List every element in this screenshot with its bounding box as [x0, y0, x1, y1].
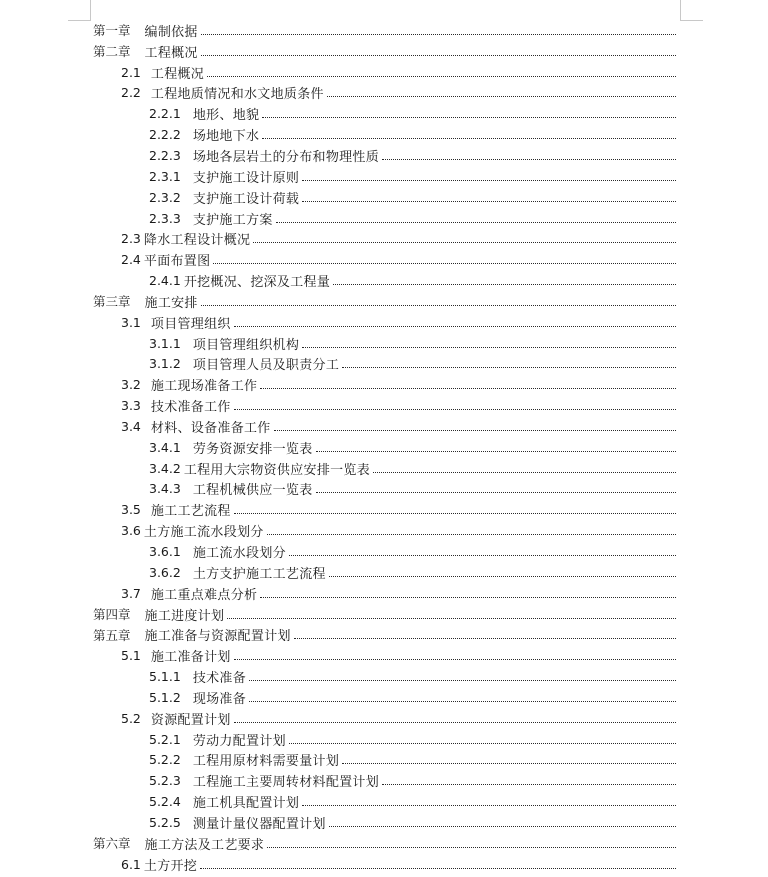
toc-entry-title: 支护施工方案	[192, 212, 273, 228]
toc-entry-number: 6.1	[121, 856, 141, 872]
toc-dot-leader	[373, 471, 676, 473]
toc-entry-title: 施工现场准备工作	[150, 379, 258, 395]
toc-entry-number: 3.4.2	[149, 460, 181, 476]
toc-entry[interactable]	[0, 103, 768, 124]
toc-dot-leader	[333, 283, 676, 285]
toc-dot-leader	[234, 325, 676, 327]
toc-entry[interactable]	[0, 312, 768, 333]
toc-entry[interactable]	[0, 458, 768, 479]
toc-entry-number: 2.2	[121, 85, 141, 101]
toc-entry-title: 施工流水段划分	[192, 546, 286, 562]
toc-entry[interactable]	[0, 354, 768, 375]
toc-dot-leader	[382, 158, 676, 160]
toc-entry[interactable]	[0, 374, 768, 395]
toc-dot-leader	[329, 825, 676, 827]
toc-dot-leader	[382, 783, 676, 785]
toc-entry-number: 5.2.4	[149, 794, 181, 810]
toc-entry-title: 材料、设备准备工作	[150, 420, 271, 436]
toc-entry[interactable]	[0, 187, 768, 208]
toc-dot-leader	[253, 241, 676, 243]
toc-entry[interactable]	[0, 750, 768, 771]
toc-entry[interactable]	[0, 729, 768, 750]
toc-entry-number: 3.3	[121, 398, 141, 414]
toc-entry-title: 劳动力配置计划	[192, 733, 286, 749]
toc-entry-number: 2.2.2	[149, 127, 181, 143]
toc-entry-title: 土方开挖	[143, 858, 198, 874]
toc-entry[interactable]	[0, 249, 768, 270]
toc-dot-leader	[234, 408, 676, 410]
toc-entry-title: 工程概况	[144, 45, 198, 61]
toc-entry-title: 施工准备与资源配置计划	[144, 629, 291, 645]
toc-entry-title: 平面布置图	[143, 254, 211, 270]
toc-entry-number: 第五章	[93, 627, 131, 643]
toc-dot-leader	[267, 846, 676, 848]
toc-entry[interactable]	[0, 562, 768, 583]
toc-entry-title: 支护施工设计荷载	[192, 191, 300, 207]
toc-entry-title: 项目管理组织机构	[192, 337, 300, 353]
toc-entry[interactable]	[0, 20, 768, 41]
toc-entry-number: 5.1	[121, 648, 141, 664]
toc-entry-title: 工程用原材料需要量计划	[192, 754, 340, 770]
toc-entry-number: 5.2.2	[149, 752, 181, 768]
toc-entry-title: 地形、地貌	[192, 108, 260, 124]
toc-entry-title: 施工准备计划	[150, 650, 231, 666]
toc-entry-title: 施工重点难点分析	[150, 587, 258, 603]
toc-entry-title: 技术准备工作	[150, 400, 231, 416]
toc-entry[interactable]	[0, 583, 768, 604]
toc-entry-number: 3.7	[121, 585, 141, 601]
toc-dot-leader	[234, 658, 676, 660]
toc-dot-leader	[342, 762, 676, 764]
toc-entry-number: 3.4.3	[149, 481, 181, 497]
toc-dot-leader	[207, 75, 676, 77]
toc-entry-title: 工程用大宗物资供应安排一览表	[183, 462, 371, 478]
toc-entry-title: 土方施工流水段划分	[143, 525, 264, 541]
toc-entry[interactable]	[0, 770, 768, 791]
toc-dot-leader	[260, 387, 676, 389]
toc-entry-number: 3.6	[121, 523, 141, 539]
toc-dot-leader	[316, 450, 676, 452]
toc-entry-title: 施工方法及工艺要求	[144, 837, 265, 853]
toc-entry[interactable]	[0, 333, 768, 354]
toc-entry-number: 2.3.2	[149, 189, 181, 205]
toc-entry-title: 技术准备	[192, 671, 247, 687]
toc-entry-number: 3.6.2	[149, 564, 181, 580]
toc-dot-leader	[260, 596, 676, 598]
toc-entry-number: 3.1.2	[149, 356, 181, 372]
toc-entry-title: 项目管理组织	[150, 316, 231, 332]
toc-entry-number: 第六章	[93, 836, 131, 852]
toc-entry[interactable]	[0, 833, 768, 854]
toc-entry-number: 5.2.3	[149, 773, 181, 789]
toc-entry[interactable]	[0, 604, 768, 625]
toc-entry-number: 5.1.1	[149, 669, 181, 685]
toc-dot-leader	[201, 33, 676, 35]
toc-dot-leader	[262, 137, 676, 139]
toc-dot-leader	[201, 304, 676, 306]
toc-entry-title: 施工进度计划	[144, 608, 225, 624]
table-of-contents	[0, 20, 768, 875]
toc-entry-number: 2.3.1	[149, 168, 181, 184]
toc-entry[interactable]	[0, 83, 768, 104]
toc-entry-number: 2.4.1	[149, 273, 181, 289]
toc-dot-leader	[274, 429, 676, 431]
toc-entry[interactable]	[0, 645, 768, 666]
toc-entry[interactable]	[0, 166, 768, 187]
toc-entry-title: 劳务资源安排一览表	[192, 441, 313, 457]
toc-entry-number: 3.4	[121, 418, 141, 434]
toc-entry[interactable]	[0, 666, 768, 687]
margin-corner-mark-right	[680, 0, 703, 21]
toc-entry-number: 2.2.3	[149, 147, 181, 163]
toc-entry-number: 5.2.1	[149, 731, 181, 747]
toc-entry-number: 3.1.1	[149, 335, 181, 351]
toc-entry-title: 降水工程设计概况	[143, 233, 251, 249]
toc-entry-number: 2.3.3	[149, 210, 181, 226]
toc-dot-leader	[302, 804, 676, 806]
toc-dot-leader	[302, 200, 676, 202]
toc-entry-title: 测量计量仪器配置计划	[192, 816, 326, 832]
toc-dot-leader	[234, 512, 676, 514]
toc-entry-number: 2.4	[121, 252, 141, 268]
toc-entry[interactable]	[0, 624, 768, 645]
toc-dot-leader	[342, 366, 676, 368]
toc-entry-title: 开挖概况、挖深及工程量	[183, 275, 331, 291]
toc-entry-number: 第二章	[93, 44, 131, 60]
toc-entry-title: 场地地下水	[192, 129, 260, 145]
toc-entry[interactable]	[0, 228, 768, 249]
toc-entry-title: 施工机具配置计划	[192, 796, 300, 812]
toc-entry-number: 3.4.1	[149, 439, 181, 455]
toc-entry[interactable]	[0, 541, 768, 562]
toc-entry-number: 5.2	[121, 710, 141, 726]
toc-entry[interactable]	[0, 124, 768, 145]
toc-dot-leader	[289, 554, 676, 556]
toc-entry[interactable]	[0, 791, 768, 812]
toc-entry-title: 支护施工设计原则	[192, 170, 300, 186]
toc-entry-number: 3.6.1	[149, 544, 181, 560]
toc-dot-leader	[302, 346, 676, 348]
toc-entry-title: 现场准备	[192, 691, 247, 707]
toc-entry-number: 5.1.2	[149, 689, 181, 705]
toc-entry-title: 土方支护施工工艺流程	[192, 566, 326, 582]
toc-entry[interactable]	[0, 708, 768, 729]
toc-dot-leader	[289, 742, 676, 744]
toc-entry[interactable]	[0, 41, 768, 62]
toc-entry-number: 第三章	[93, 294, 131, 310]
toc-entry[interactable]	[0, 145, 768, 166]
toc-dot-leader	[276, 221, 676, 223]
toc-entry-number: 2.1	[121, 64, 141, 80]
toc-entry-title: 工程概况	[150, 66, 205, 82]
toc-dot-leader	[316, 491, 676, 493]
toc-entry[interactable]	[0, 208, 768, 229]
toc-entry-number: 第一章	[93, 23, 131, 39]
toc-entry-title: 编制依据	[144, 24, 198, 40]
toc-entry-title: 施工安排	[144, 295, 198, 311]
toc-entry[interactable]	[0, 437, 768, 458]
toc-entry[interactable]	[0, 291, 768, 312]
toc-entry-title: 项目管理人员及职责分工	[192, 358, 340, 374]
toc-dot-leader	[200, 867, 676, 869]
toc-entry-number: 第四章	[93, 607, 131, 623]
toc-dot-leader	[267, 533, 676, 535]
toc-entry[interactable]	[0, 270, 768, 291]
toc-dot-leader	[327, 95, 676, 97]
margin-corner-mark-left	[68, 0, 91, 21]
toc-entry-title: 施工工艺流程	[150, 504, 231, 520]
toc-dot-leader	[249, 700, 676, 702]
toc-entry-title: 工程地质情况和水文地质条件	[150, 87, 324, 103]
toc-entry-title: 场地各层岩土的分布和物理性质	[192, 149, 380, 165]
toc-entry-title: 资源配置计划	[150, 712, 231, 728]
toc-entry[interactable]	[0, 854, 768, 875]
toc-entry[interactable]	[0, 416, 768, 437]
toc-entry[interactable]	[0, 520, 768, 541]
toc-entry-number: 3.2	[121, 377, 141, 393]
toc-dot-leader	[213, 262, 676, 264]
toc-entry[interactable]	[0, 687, 768, 708]
toc-dot-leader	[234, 721, 676, 723]
toc-entry-title: 工程施工主要周转材料配置计划	[192, 775, 380, 791]
toc-entry-number: 2.3	[121, 231, 141, 247]
toc-dot-leader	[262, 116, 676, 118]
toc-dot-leader	[294, 637, 676, 639]
toc-entry[interactable]	[0, 62, 768, 83]
toc-dot-leader	[249, 679, 676, 681]
toc-entry[interactable]	[0, 812, 768, 833]
toc-dot-leader	[227, 617, 676, 619]
toc-dot-leader	[329, 575, 676, 577]
toc-dot-leader	[302, 179, 676, 181]
toc-entry-number: 3.1	[121, 314, 141, 330]
toc-entry[interactable]	[0, 499, 768, 520]
toc-entry[interactable]	[0, 479, 768, 500]
toc-dot-leader	[201, 54, 676, 56]
toc-entry-title: 工程机械供应一览表	[192, 483, 313, 499]
toc-entry-number: 3.5	[121, 502, 141, 518]
toc-entry-number: 5.2.5	[149, 814, 181, 830]
toc-entry[interactable]	[0, 395, 768, 416]
toc-entry-number: 2.2.1	[149, 106, 181, 122]
